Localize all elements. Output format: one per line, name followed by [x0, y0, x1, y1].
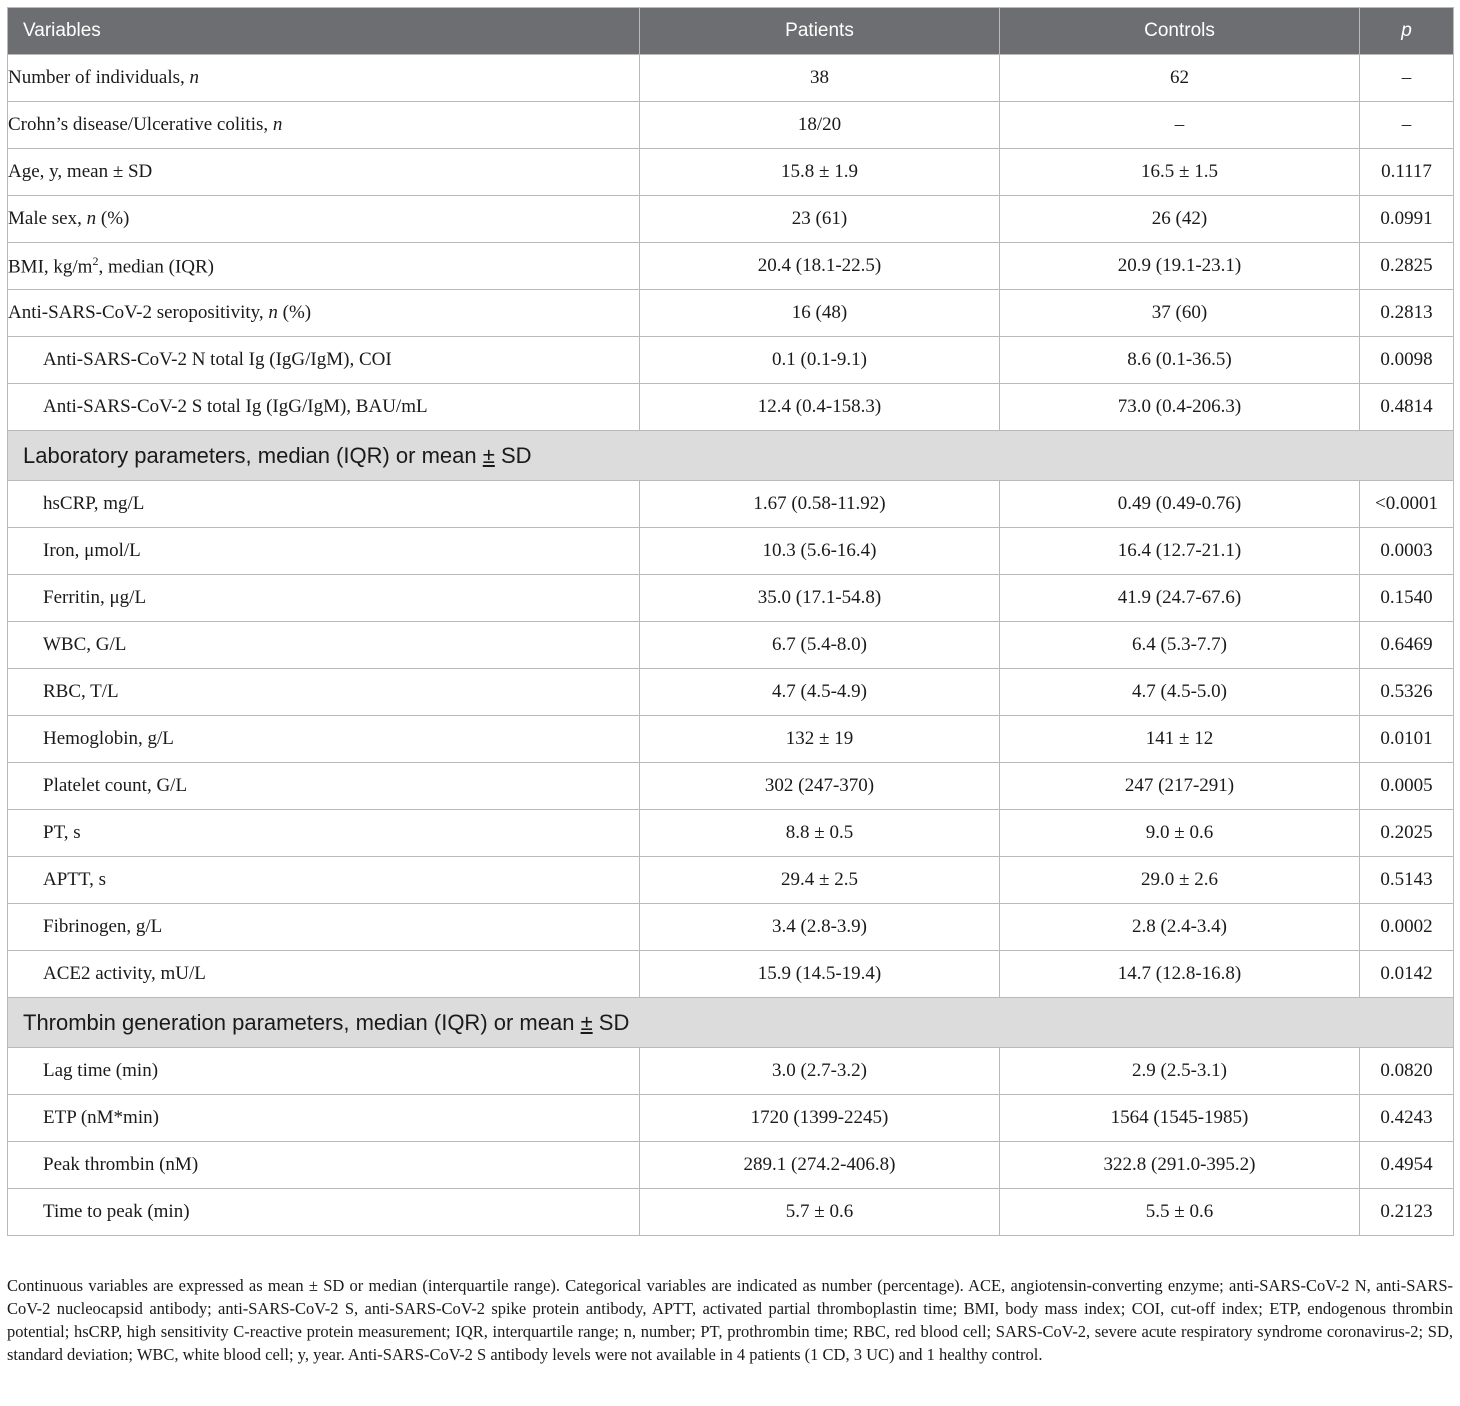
- patients-value: 8.8 ± 0.5: [640, 810, 1000, 857]
- patients-value: 0.1 (0.1-9.1): [640, 337, 1000, 384]
- controls-value: 14.7 (12.8-16.8): [1000, 951, 1360, 998]
- section-header-thrombin: [8, 998, 1454, 1048]
- row-label: Anti-SARS-CoV-2 seropositivity, n (%): [8, 290, 640, 337]
- table-row: [8, 196, 1454, 243]
- p-value: 0.6469: [1360, 622, 1454, 669]
- patients-value: 289.1 (274.2-406.8): [640, 1142, 1000, 1189]
- p-value: 0.2825: [1360, 243, 1454, 290]
- row-label: Time to peak (min): [8, 1189, 640, 1236]
- p-value: 0.0820: [1360, 1048, 1454, 1095]
- controls-value: 1564 (1545-1985): [1000, 1095, 1360, 1142]
- row-label: Crohn’s disease/Ulcerative colitis, n: [8, 102, 640, 149]
- patients-value: 18/20: [640, 102, 1000, 149]
- table-row: [8, 1095, 1454, 1142]
- section-title: Laboratory parameters, median (IQR) or mean ± SD: [8, 431, 1454, 481]
- controls-value: 2.9 (2.5-3.1): [1000, 1048, 1360, 1095]
- patients-value: 23 (61): [640, 196, 1000, 243]
- p-value: 0.0991: [1360, 196, 1454, 243]
- controls-value: –: [1000, 102, 1360, 149]
- p-value: –: [1360, 55, 1454, 102]
- p-value: <0.0001: [1360, 481, 1454, 528]
- patients-value: 29.4 ± 2.5: [640, 857, 1000, 904]
- row-label: RBC, T/L: [8, 669, 640, 716]
- p-value: 0.0142: [1360, 951, 1454, 998]
- p-value: 0.5326: [1360, 669, 1454, 716]
- table-row: [8, 481, 1454, 528]
- patients-value: 1720 (1399-2245): [640, 1095, 1000, 1142]
- row-label: WBC, G/L: [8, 622, 640, 669]
- patients-value: 35.0 (17.1-54.8): [640, 575, 1000, 622]
- patients-value: 16 (48): [640, 290, 1000, 337]
- controls-value: 5.5 ± 0.6: [1000, 1189, 1360, 1236]
- table-row: [8, 102, 1454, 149]
- p-value: 0.2123: [1360, 1189, 1454, 1236]
- controls-value: 6.4 (5.3-7.7): [1000, 622, 1360, 669]
- header-variables: Variables: [8, 8, 640, 55]
- p-value: 0.1117: [1360, 149, 1454, 196]
- p-value: 0.0098: [1360, 337, 1454, 384]
- table-row: [8, 904, 1454, 951]
- controls-value: 4.7 (4.5-5.0): [1000, 669, 1360, 716]
- p-value: 0.0101: [1360, 716, 1454, 763]
- table-footnote: Continuous variables are expressed as mean ± SD or median (interquartile range). Categorical variables are indicated as number (percentage). ACE, angiotensin-converting enzyme; anti-SARS-CoV-2 N, anti-SARS-CoV-2 nucleocapsid antibody; anti-SARS-CoV-2 S, anti-SARS-CoV-2 spike protein antibody, APTT, activated partial thromboplastin time; BMI, body mass index; COI, cut-off index; ETP, endogenous thrombin potential; hsCRP, high sensitivity C-reactive protein measurement; IQR, interquartile range; n, number; PT, prothrombin time; RBC, red blood cell; SARS-CoV-2, severe acute respiratory syndrome coronavirus-2; SD, standard deviation; WBC, white blood cell; y, year. Anti-SARS-CoV-2 S antibody levels were not available in 4 patients (1 CD, 3 UC) and 1 healthy control.: [7, 1276, 1453, 1364]
- controls-value: 2.8 (2.4-3.4): [1000, 904, 1360, 951]
- row-label: hsCRP, mg/L: [8, 481, 640, 528]
- table-row: [8, 857, 1454, 904]
- p-value: 0.4814: [1360, 384, 1454, 431]
- row-label: Age, y, mean ± SD: [8, 149, 640, 196]
- patients-value: 12.4 (0.4-158.3): [640, 384, 1000, 431]
- table-container: [7, 7, 1453, 1236]
- table-row: [8, 1189, 1454, 1236]
- patients-value: 38: [640, 55, 1000, 102]
- p-value: 0.2813: [1360, 290, 1454, 337]
- section-header-laboratory: [8, 431, 1454, 481]
- row-label: Anti-SARS-CoV-2 N total Ig (IgG/IgM), COI: [8, 337, 640, 384]
- row-label: Anti-SARS-CoV-2 S total Ig (IgG/IgM), BAU/mL: [8, 384, 640, 431]
- row-label: Iron, μmol/L: [8, 528, 640, 575]
- table-row: [8, 149, 1454, 196]
- row-label: Number of individuals, n: [8, 55, 640, 102]
- p-value: –: [1360, 102, 1454, 149]
- row-label: ACE2 activity, mU/L: [8, 951, 640, 998]
- table-row: [8, 763, 1454, 810]
- p-value: 0.0005: [1360, 763, 1454, 810]
- row-label: Peak thrombin (nM): [8, 1142, 640, 1189]
- table-row: [8, 384, 1454, 431]
- patients-value: 302 (247-370): [640, 763, 1000, 810]
- header-patients: Patients: [640, 8, 1000, 55]
- row-label: Male sex, n (%): [8, 196, 640, 243]
- p-value: 0.2025: [1360, 810, 1454, 857]
- controls-value: 0.49 (0.49-0.76): [1000, 481, 1360, 528]
- patients-value: 5.7 ± 0.6: [640, 1189, 1000, 1236]
- controls-value: 20.9 (19.1-23.1): [1000, 243, 1360, 290]
- patients-value: 15.9 (14.5-19.4): [640, 951, 1000, 998]
- table-row: [8, 1048, 1454, 1095]
- controls-value: 16.5 ± 1.5: [1000, 149, 1360, 196]
- patients-value: 6.7 (5.4-8.0): [640, 622, 1000, 669]
- patients-value: 132 ± 19: [640, 716, 1000, 763]
- controls-value: 41.9 (24.7-67.6): [1000, 575, 1360, 622]
- controls-value: 8.6 (0.1-36.5): [1000, 337, 1360, 384]
- controls-value: 37 (60): [1000, 290, 1360, 337]
- controls-value: 26 (42): [1000, 196, 1360, 243]
- patients-value: 3.0 (2.7-3.2): [640, 1048, 1000, 1095]
- p-value: 0.4954: [1360, 1142, 1454, 1189]
- table-row: [8, 951, 1454, 998]
- controls-value: 16.4 (12.7-21.1): [1000, 528, 1360, 575]
- p-value: 0.4243: [1360, 1095, 1454, 1142]
- data-table: [7, 7, 1454, 1236]
- header-p: p: [1360, 8, 1454, 55]
- controls-value: 141 ± 12: [1000, 716, 1360, 763]
- patients-value: 1.67 (0.58-11.92): [640, 481, 1000, 528]
- table-row: [8, 716, 1454, 763]
- patients-value: 10.3 (5.6-16.4): [640, 528, 1000, 575]
- row-label: ETP (nM*min): [8, 1095, 640, 1142]
- row-label: Fibrinogen, g/L: [8, 904, 640, 951]
- patients-value: 4.7 (4.5-4.9): [640, 669, 1000, 716]
- p-value: 0.0003: [1360, 528, 1454, 575]
- header-controls: Controls: [1000, 8, 1360, 55]
- controls-value: 62: [1000, 55, 1360, 102]
- table-row: [8, 810, 1454, 857]
- table-row: [8, 337, 1454, 384]
- header-row: [8, 8, 1454, 55]
- controls-value: 9.0 ± 0.6: [1000, 810, 1360, 857]
- table-row: [8, 243, 1454, 290]
- row-label: Platelet count, G/L: [8, 763, 640, 810]
- row-label: Lag time (min): [8, 1048, 640, 1095]
- patients-value: 3.4 (2.8-3.9): [640, 904, 1000, 951]
- p-value: 0.5143: [1360, 857, 1454, 904]
- table-row: [8, 669, 1454, 716]
- table-row: [8, 622, 1454, 669]
- patients-value: 20.4 (18.1-22.5): [640, 243, 1000, 290]
- section-title: Thrombin generation parameters, median (IQR) or mean ± SD: [8, 998, 1454, 1048]
- controls-value: 73.0 (0.4-206.3): [1000, 384, 1360, 431]
- row-label: Hemoglobin, g/L: [8, 716, 640, 763]
- p-value: 0.1540: [1360, 575, 1454, 622]
- p-value: 0.0002: [1360, 904, 1454, 951]
- row-label: APTT, s: [8, 857, 640, 904]
- row-label: BMI, $kg/m^2$, median (IQR): [8, 243, 640, 290]
- controls-value: 322.8 (291.0-395.2): [1000, 1142, 1360, 1189]
- row-label: PT, s: [8, 810, 640, 857]
- row-label: Ferritin, μg/L: [8, 575, 640, 622]
- table-row: [8, 290, 1454, 337]
- table-row: [8, 575, 1454, 622]
- controls-value: 247 (217-291): [1000, 763, 1360, 810]
- table-row: [8, 1142, 1454, 1189]
- table-row: [8, 55, 1454, 102]
- table-row: [8, 528, 1454, 575]
- controls-value: 29.0 ± 2.6: [1000, 857, 1360, 904]
- patients-value: 15.8 ± 1.9: [640, 149, 1000, 196]
